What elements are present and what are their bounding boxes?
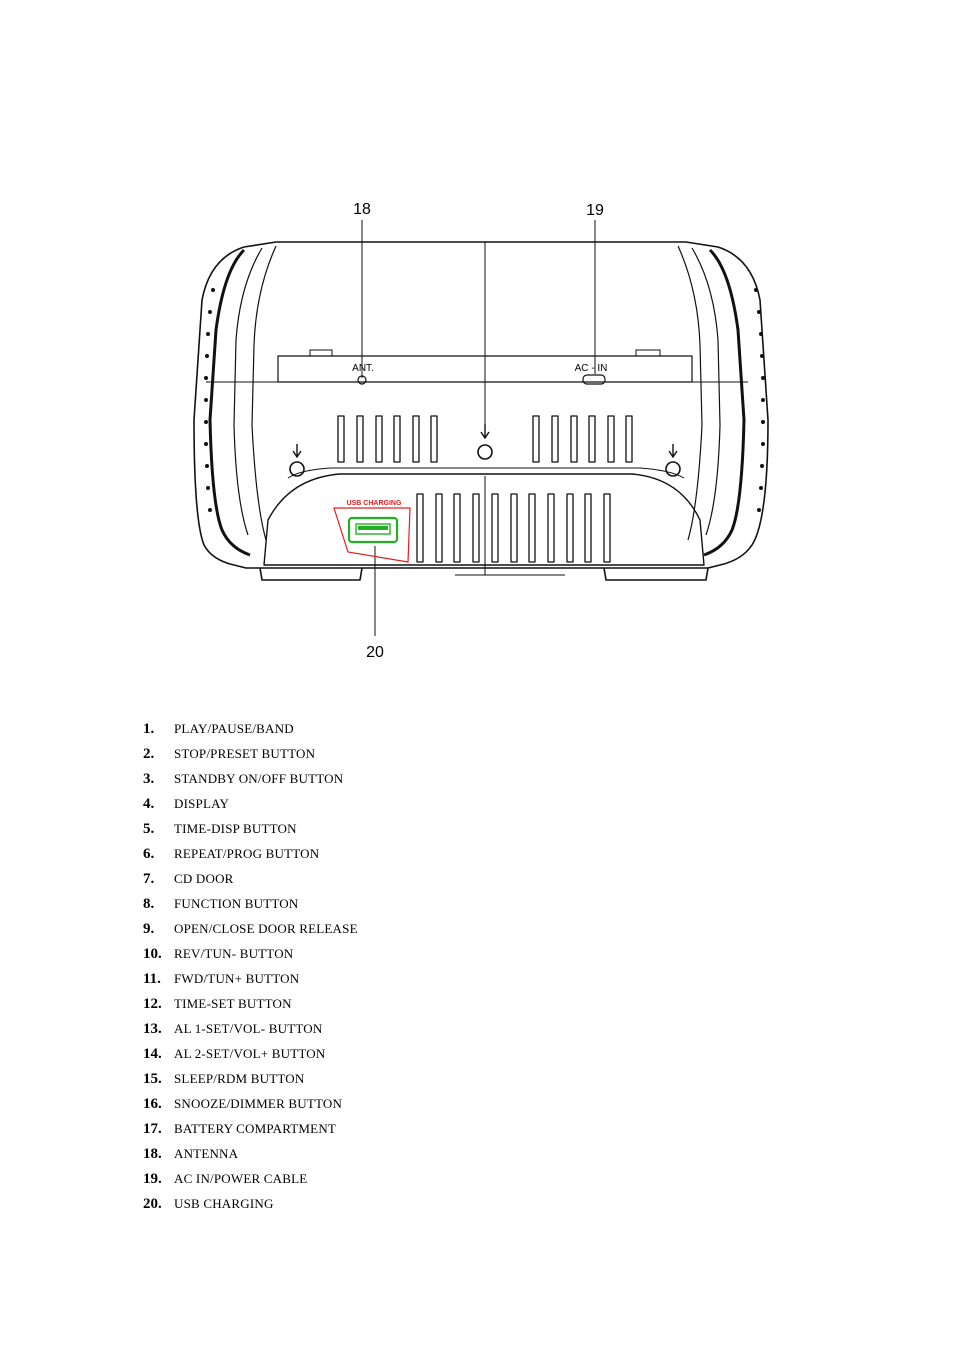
part-number: 8. <box>143 896 155 912</box>
list-item <box>143 743 358 768</box>
list-item <box>143 893 358 918</box>
list-item <box>143 943 358 968</box>
part-label: OPEN/CLOSE DOOR RELEASE <box>174 921 358 936</box>
right-screw <box>666 462 680 476</box>
parts-list <box>143 718 358 1218</box>
part-label: STANDBY ON/OFF BUTTON <box>174 771 344 786</box>
part-label: REV/TUN- BUTTON <box>174 946 294 961</box>
list-item <box>143 1068 358 1093</box>
list-item <box>143 1193 358 1218</box>
part-number: 12. <box>143 996 162 1012</box>
part-number: 9. <box>143 921 155 937</box>
center-screw <box>478 445 492 459</box>
part-number: 15. <box>143 1071 162 1087</box>
part-label: REPEAT/PROG BUTTON <box>174 846 320 861</box>
part-label: SNOOZE/DIMMER BUTTON <box>174 1096 343 1111</box>
part-number: 3. <box>143 771 155 787</box>
down-arrow-icon <box>669 444 677 457</box>
part-number: 19. <box>143 1171 162 1187</box>
part-label: SLEEP/RDM BUTTON <box>174 1071 305 1086</box>
list-item <box>143 1118 358 1143</box>
lower-panel <box>264 474 704 565</box>
ac-in-port-label: AC - IN <box>574 363 608 374</box>
part-number: 13. <box>143 1021 162 1037</box>
device-body-outline <box>194 242 768 568</box>
part-label: FWD/TUN+ BUTTON <box>174 971 300 986</box>
part-number: 6. <box>143 846 155 862</box>
part-label: TIME-SET BUTTON <box>174 996 292 1011</box>
part-number: 16. <box>143 1096 162 1112</box>
list-item <box>143 1093 358 1118</box>
part-number: 5. <box>143 821 155 837</box>
down-arrow-icon <box>481 424 489 438</box>
part-label: FUNCTION BUTTON <box>174 896 299 911</box>
list-item <box>143 793 358 818</box>
right-foot <box>604 568 708 580</box>
list-item <box>143 1043 358 1068</box>
part-label: USB CHARGING <box>174 1196 274 1211</box>
list-item <box>143 818 358 843</box>
part-label: DISPLAY <box>174 796 230 811</box>
part-label: ANTENNA <box>174 1146 239 1161</box>
list-item <box>143 718 358 743</box>
list-item <box>143 968 358 993</box>
part-number: 1. <box>143 721 155 737</box>
callout-19: 19 <box>586 202 604 219</box>
part-number: 11. <box>143 971 161 987</box>
part-label: STOP/PRESET BUTTON <box>174 746 316 761</box>
left-foot <box>260 568 362 580</box>
usb-highlight-outline <box>334 508 410 562</box>
upper-right-vents <box>533 416 632 462</box>
list-item <box>143 1143 358 1168</box>
part-number: 14. <box>143 1046 162 1062</box>
right-grille-dots <box>754 288 765 512</box>
upper-left-vents <box>338 416 437 462</box>
part-number: 18. <box>143 1146 162 1162</box>
part-label: BATTERY COMPARTMENT <box>174 1121 337 1136</box>
list-item <box>143 1018 358 1043</box>
usb-charging-label: USB CHARGING <box>346 500 402 507</box>
list-item <box>143 868 358 893</box>
list-item <box>143 993 358 1018</box>
part-number: 4. <box>143 796 155 812</box>
list-item <box>143 1168 358 1193</box>
list-item <box>143 768 358 793</box>
part-label: AL 2-SET/VOL+ BUTTON <box>174 1046 326 1061</box>
antenna-port-label: ANT. <box>352 363 374 374</box>
part-number: 2. <box>143 746 155 762</box>
list-item <box>143 843 358 868</box>
down-arrow-icon <box>293 444 301 457</box>
part-label: TIME-DISP BUTTON <box>174 821 297 836</box>
part-number: 17. <box>143 1121 162 1137</box>
right-speaker-cap <box>704 250 744 555</box>
part-label: AC IN/POWER CABLE <box>174 1171 308 1186</box>
ac-in-port <box>583 375 605 384</box>
part-label: AL 1-SET/VOL- BUTTON <box>174 1021 323 1036</box>
part-number: 7. <box>143 871 155 887</box>
lower-vents <box>417 494 610 562</box>
down-arrow-icons <box>293 424 677 457</box>
part-label: PLAY/PAUSE/BAND <box>174 721 294 736</box>
list-item <box>143 918 358 943</box>
part-number: 20. <box>143 1196 162 1212</box>
part-label: CD DOOR <box>174 871 234 886</box>
part-number: 10. <box>143 946 162 962</box>
callout-18: 18 <box>353 201 371 218</box>
left-speaker-cap <box>210 250 250 555</box>
callout-20: 20 <box>366 644 384 661</box>
